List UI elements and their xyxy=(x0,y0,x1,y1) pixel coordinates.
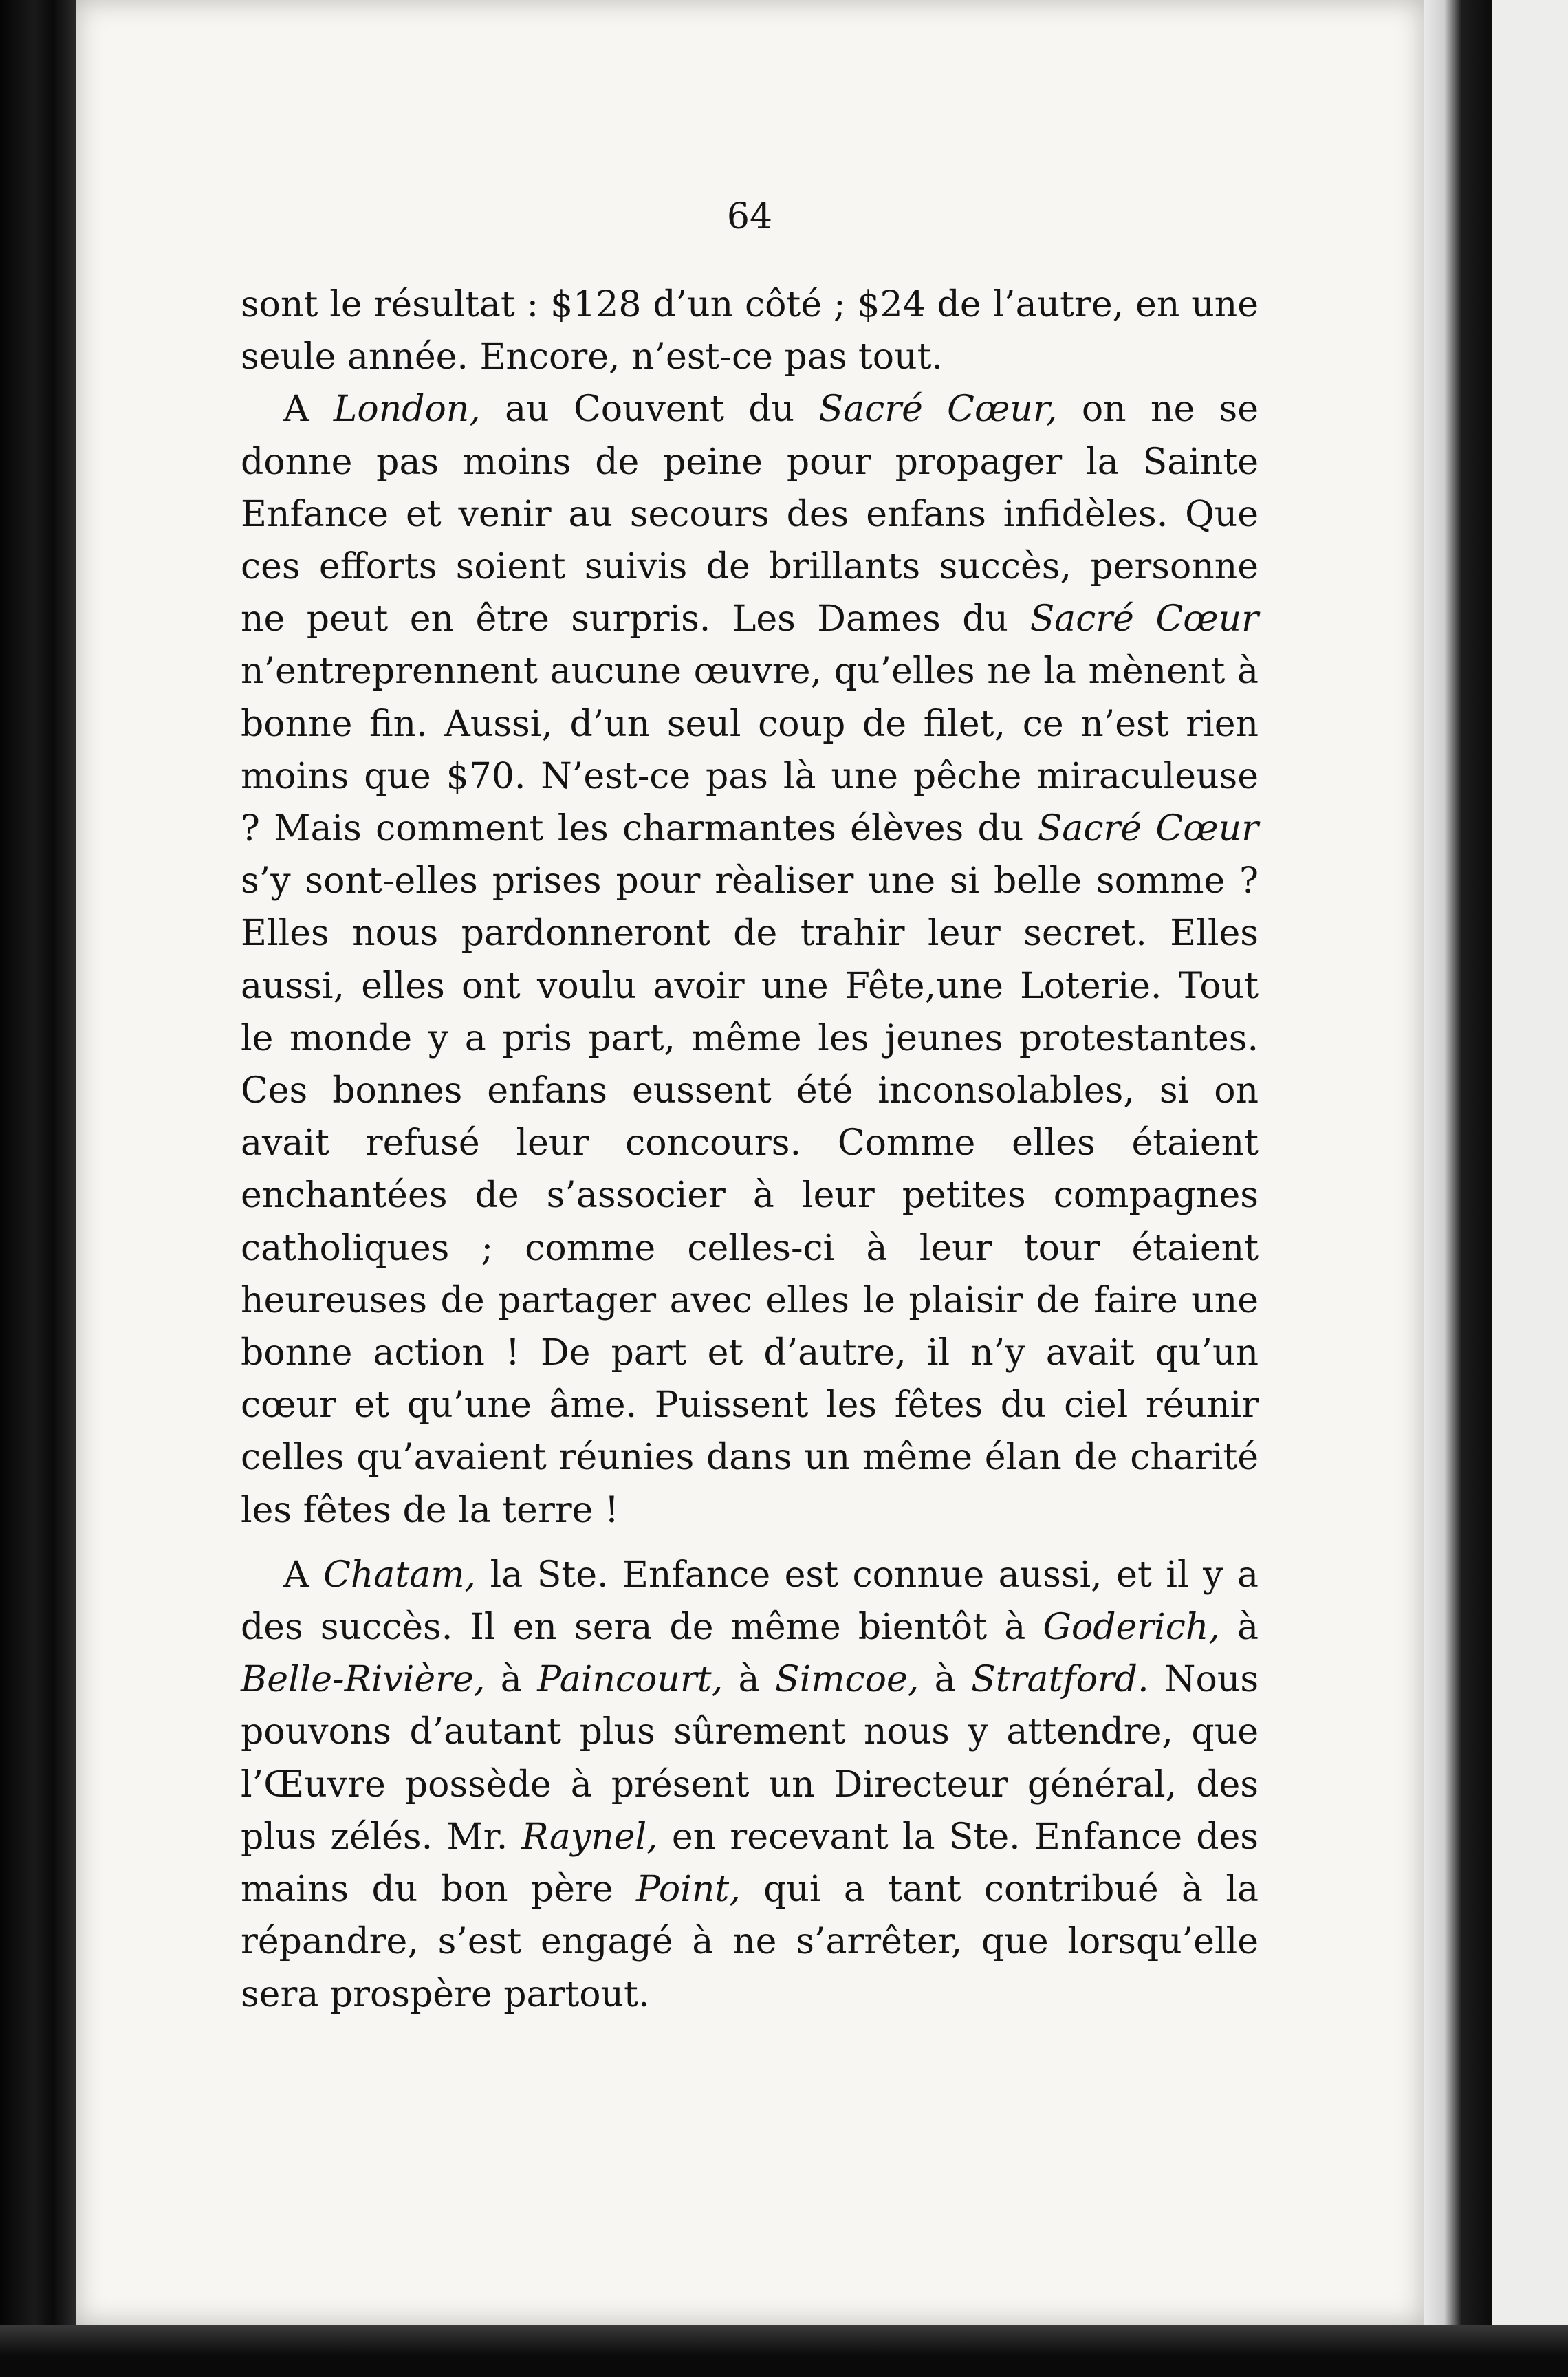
text-run: à xyxy=(919,1659,972,1701)
text-run: Nous pouvons d’autant plus sûrement nous y attendre, que l’Œuvre possède à présent un Directeur général, des plus zélés. Mr. xyxy=(241,1659,1259,1858)
text-run: A xyxy=(283,1554,324,1596)
text-run: n’entreprennent aucune œuvre, qu’elles ne la mènent à bonne fin. Aussi, d’un seul coup de filet, ce n’est rien moins que $70. N’est-ce pas là une pêche miraculeuse ? Mais comment les charmantes élèves du xyxy=(241,651,1259,850)
italic-term: Sacré Cœur xyxy=(1030,598,1259,640)
italic-term: Simcoe, xyxy=(774,1659,919,1701)
text-run: en recevant la Ste. Enfance des mains du bon père xyxy=(241,1816,1259,1911)
italic-term: Point, xyxy=(636,1869,741,1911)
scan-left-margin xyxy=(0,0,76,2377)
text-run: à xyxy=(723,1659,775,1701)
text-run: au Couvent du xyxy=(480,389,819,431)
paragraph-1 xyxy=(241,279,1259,383)
italic-term: Stratford. xyxy=(971,1659,1149,1701)
text-run: à xyxy=(485,1659,538,1701)
italic-term: Paincourt, xyxy=(537,1659,723,1701)
italic-term: Raynel, xyxy=(521,1816,658,1858)
text-run: on ne se donne pas moins de peine pour propager la Sainte Enfance et venir au secours des enfans infidèles. Que ces efforts soient suivis de brillants succès, personne ne peut en être surpris. Les Dames du xyxy=(241,389,1259,640)
italic-term: Sacré Cœur, xyxy=(818,389,1058,431)
page-fore-edge xyxy=(1424,0,1492,2377)
scan-bottom-margin xyxy=(0,2325,1568,2377)
text-run: à xyxy=(1219,1607,1259,1649)
page-number: 64 xyxy=(726,196,773,237)
text-run: sont le résultat : $128 d’un côté ; $24 de l’autre, en une seule année. Encore, n’est-ce pas tout. xyxy=(241,284,1259,378)
text-run: qui a tant contribué à la répandre, s’est engagé à ne s’arrêter, que lorsqu’elle sera prospère partout. xyxy=(241,1869,1259,2015)
text-run: la Ste. Enfance est connue aussi, et il y a des succès. Il en sera de même bientôt à xyxy=(241,1554,1259,1649)
text-run: s’y sont-elles prises pour rèaliser une si belle somme ? Elles nous pardonneront de trahir leur secret. Elles aussi, elles ont voulu avoir une Fête,une Loterie. Tout le monde y a pris part, même les jeunes protestantes. Ces bonnes enfans eussent été inconsolables, si on avait refusé leur concours. Comme elles étaient enchantées de s’associer à leur petites compagnes catholiques ; comme celles-ci à leur tour étaient heureuses de partager avec elles le plaisir de faire une bonne action ! De part et d’autre, il n’y avait qu’un cœur et qu’une âme. Puissent les fêtes du ciel réunir celles qu’avaient réunies dans un même élan de charité les fêtes de la terre ! xyxy=(241,860,1259,1531)
italic-term: Sacré Cœur xyxy=(1037,808,1259,850)
italic-term: Belle-Rivière, xyxy=(241,1659,486,1701)
italic-term: Chatam, xyxy=(323,1554,477,1596)
body-text xyxy=(241,279,1259,2021)
adjacent-page-edge xyxy=(1492,0,1568,2377)
paragraph-3 xyxy=(241,1549,1259,2021)
italic-term: Goderich, xyxy=(1043,1607,1220,1649)
italic-term: London, xyxy=(333,389,481,431)
text-run: A xyxy=(283,389,334,431)
paragraph-2 xyxy=(241,383,1259,1536)
